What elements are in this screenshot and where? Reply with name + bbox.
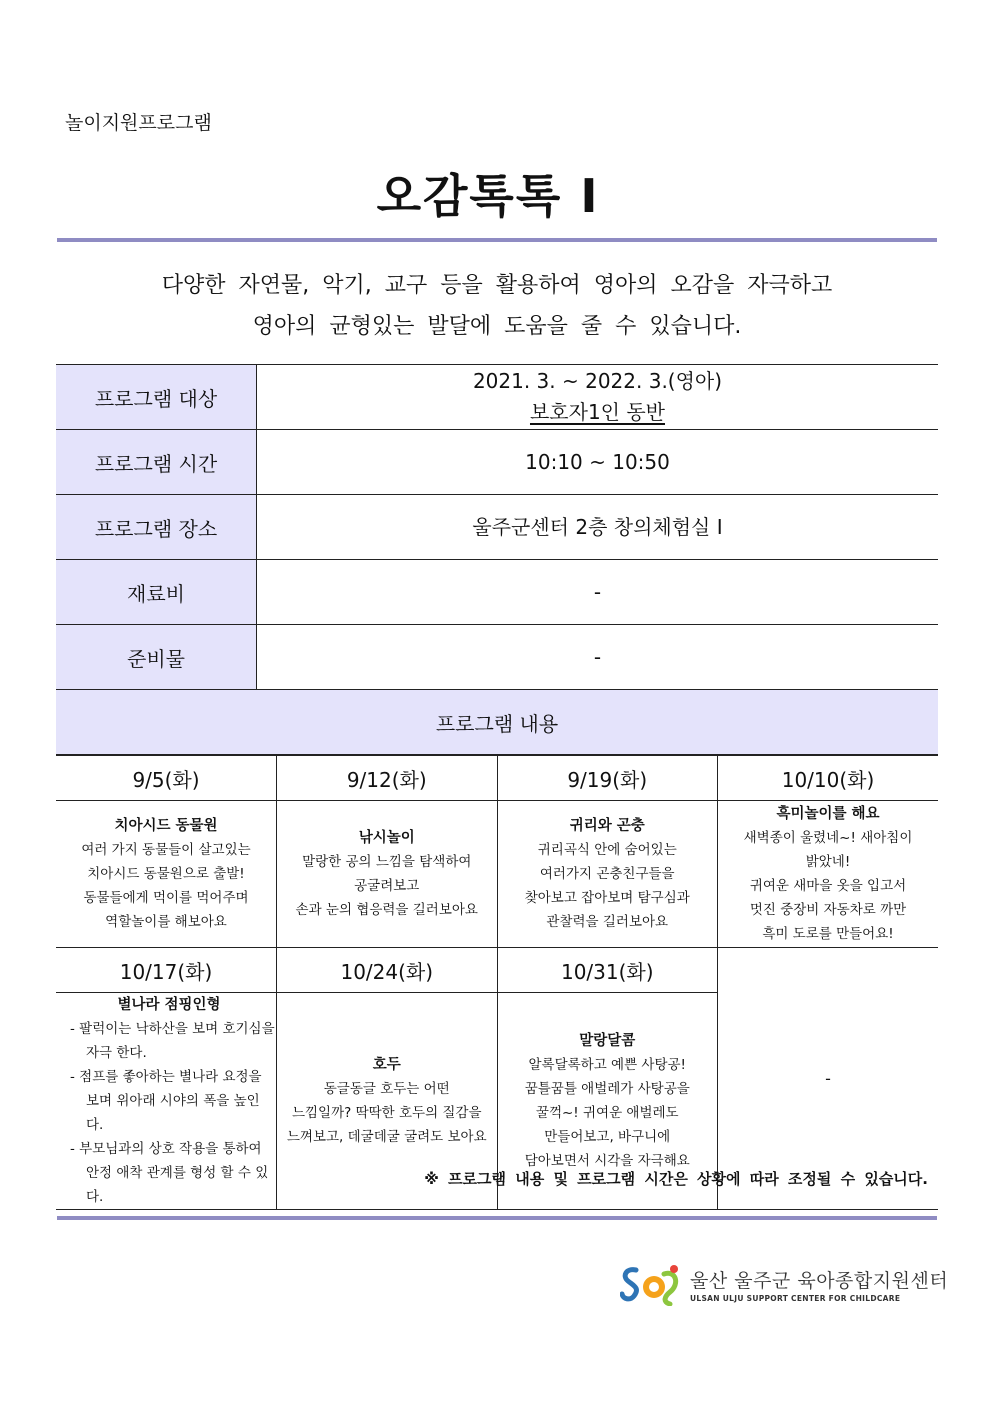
- empty-session: -: [718, 948, 939, 1210]
- content-header: 프로그램 내용: [56, 690, 938, 755]
- footer-divider: [57, 1216, 937, 1220]
- activity-name: 흑미놀이를 해요: [776, 806, 880, 822]
- activity-line: 역할놀이를 해보아요: [105, 914, 227, 930]
- target-label: 프로그램 대상: [56, 365, 257, 430]
- info-row-fee: [56, 560, 938, 625]
- intro-line-2: 영아의 균형있는 발달에 도움을 줄 수 있습니다.: [252, 314, 742, 339]
- session-date: 10/31(화): [497, 948, 718, 993]
- activity-bullet: - 부모님과의 상호 작용을 통하여 안정 애착 관계를 형성 할 수 있다.: [70, 1141, 269, 1205]
- activity-line: 말랑한 공의 느낌을 탐색하여: [302, 854, 472, 870]
- activity-line: 공굴려보고: [354, 878, 420, 894]
- session-activity: [56, 801, 277, 948]
- activity-name: 낚시놀이: [358, 830, 415, 846]
- intro-text: [57, 265, 937, 347]
- target-period: 2021. 3. ~ 2022. 3.(영아): [472, 369, 723, 393]
- page-title: 오감톡톡 Ⅰ: [376, 169, 600, 223]
- session-activity: [718, 801, 939, 948]
- time-label: 프로그램 시간: [56, 430, 257, 495]
- activity-bullet: - 팔럭이는 낙하산을 보며 호기심을 자극 한다.: [70, 1021, 275, 1061]
- fee-value: -: [257, 560, 939, 625]
- session-date: 10/17(화): [56, 948, 277, 993]
- activity-line: 여러 가지 동물들이 살고있는: [81, 842, 251, 858]
- footer-logo: [620, 1262, 948, 1306]
- activity-name: 별나라 점핑인형: [117, 997, 221, 1013]
- session-date: 9/19(화): [497, 756, 718, 801]
- activity-line: 관찰력을 길러보아요: [546, 914, 669, 930]
- session-activity: [277, 801, 498, 948]
- activity-line: 밝았네!: [805, 854, 851, 870]
- activity-line: 꿈틀꿈틀 애벌레가 사탕공을: [524, 1081, 690, 1097]
- activity-line: 동물들에게 먹이를 먹어주며: [83, 890, 249, 906]
- schedule-date-row-2: [56, 948, 938, 993]
- activity-name: 귀리와 곤충: [569, 818, 645, 834]
- place-label: 프로그램 장소: [56, 495, 257, 560]
- place-value: 울주군센터 2층 창의체험실 Ⅰ: [257, 495, 939, 560]
- session-date: 10/24(화): [277, 948, 498, 993]
- activity-line: 찾아보고 잡아보며 탐구심과: [524, 890, 690, 906]
- activity-line: 담아보면서 시각을 자극해요: [524, 1153, 690, 1169]
- activity-name: 치아시드 동물원: [114, 818, 218, 834]
- activity-line: 만들어보고, 바구니에: [544, 1129, 671, 1145]
- info-table: [56, 364, 938, 755]
- activity-line: 여러가지 곤충친구들을: [539, 866, 675, 882]
- info-row-target: [56, 365, 938, 430]
- category-label: 놀이지원프로그램: [65, 112, 212, 134]
- activity-name: 말랑달콤: [579, 1033, 636, 1049]
- target-value: [257, 365, 939, 430]
- session-activity: [497, 801, 718, 948]
- center-logo-icon: [620, 1262, 682, 1306]
- schedule-date-row-1: [56, 756, 938, 801]
- session-date: 10/10(화): [718, 756, 939, 801]
- prep-value: -: [257, 625, 939, 690]
- time-value: 10:10 ~ 10:50: [257, 430, 939, 495]
- activity-line: 손과 눈의 협응력을 길러보아요: [295, 902, 478, 918]
- activity-line: 동글동글 호두는 어떤: [323, 1081, 450, 1097]
- info-row-content-header: [56, 690, 938, 755]
- activity-bullet: - 점프를 좋아하는 별나라 요정을 보며 위아래 시야의 폭을 높인다.: [70, 1069, 262, 1133]
- info-row-prep: [56, 625, 938, 690]
- info-row-time: [56, 430, 938, 495]
- fee-label: 재료비: [56, 560, 257, 625]
- session-date: 9/12(화): [277, 756, 498, 801]
- activity-line: 멋진 중장비 자동차로 까만: [749, 902, 907, 918]
- activity-line: 흑미 도로를 만들어요!: [762, 926, 894, 942]
- logo-text: [690, 1266, 948, 1303]
- org-name-korean: 울산 울주군 육아종합지원센터: [690, 1269, 949, 1292]
- activity-line: 꿀꺽~! 귀여운 애벌레도: [535, 1105, 679, 1121]
- activity-line: 귀리곡식 안에 숨어있는: [537, 842, 677, 858]
- org-name-english: ULSAN ULJU SUPPORT CENTER FOR CHILDCARE: [690, 1293, 901, 1303]
- activity-line: 치아시드 동물원으로 출발!: [87, 866, 245, 882]
- info-row-place: [56, 495, 938, 560]
- activity-line: 느낌일까? 딱딱한 호두의 질감을: [291, 1105, 482, 1121]
- title-divider: [57, 238, 937, 242]
- activity-line: 귀여운 새마을 옷을 입고서: [749, 878, 907, 894]
- schedule-activity-row-1: [56, 801, 938, 948]
- prep-label: 준비물: [56, 625, 257, 690]
- activity-line: 알록달록하고 예쁜 사탕공!: [528, 1057, 686, 1073]
- schedule-table: [56, 755, 938, 1210]
- activity-line: 새벽종이 울렸네~! 새아침이: [743, 830, 913, 846]
- activity-name: 호두: [372, 1057, 401, 1073]
- target-guardian-note: 보호자1인 동반: [529, 400, 665, 424]
- session-activity: [56, 993, 277, 1210]
- schedule-note: ※ 프로그램 내용 및 프로그램 시간은 상황에 따라 조정될 수 있습니다.: [424, 1170, 928, 1188]
- intro-line-1: 다양한 자연물, 악기, 교구 등을 활용하여 영아의 오감을 자극하고: [161, 273, 833, 298]
- activity-line: 느껴보고, 데굴데굴 굴려도 보아요: [286, 1129, 487, 1145]
- session-date: 9/5(화): [56, 756, 277, 801]
